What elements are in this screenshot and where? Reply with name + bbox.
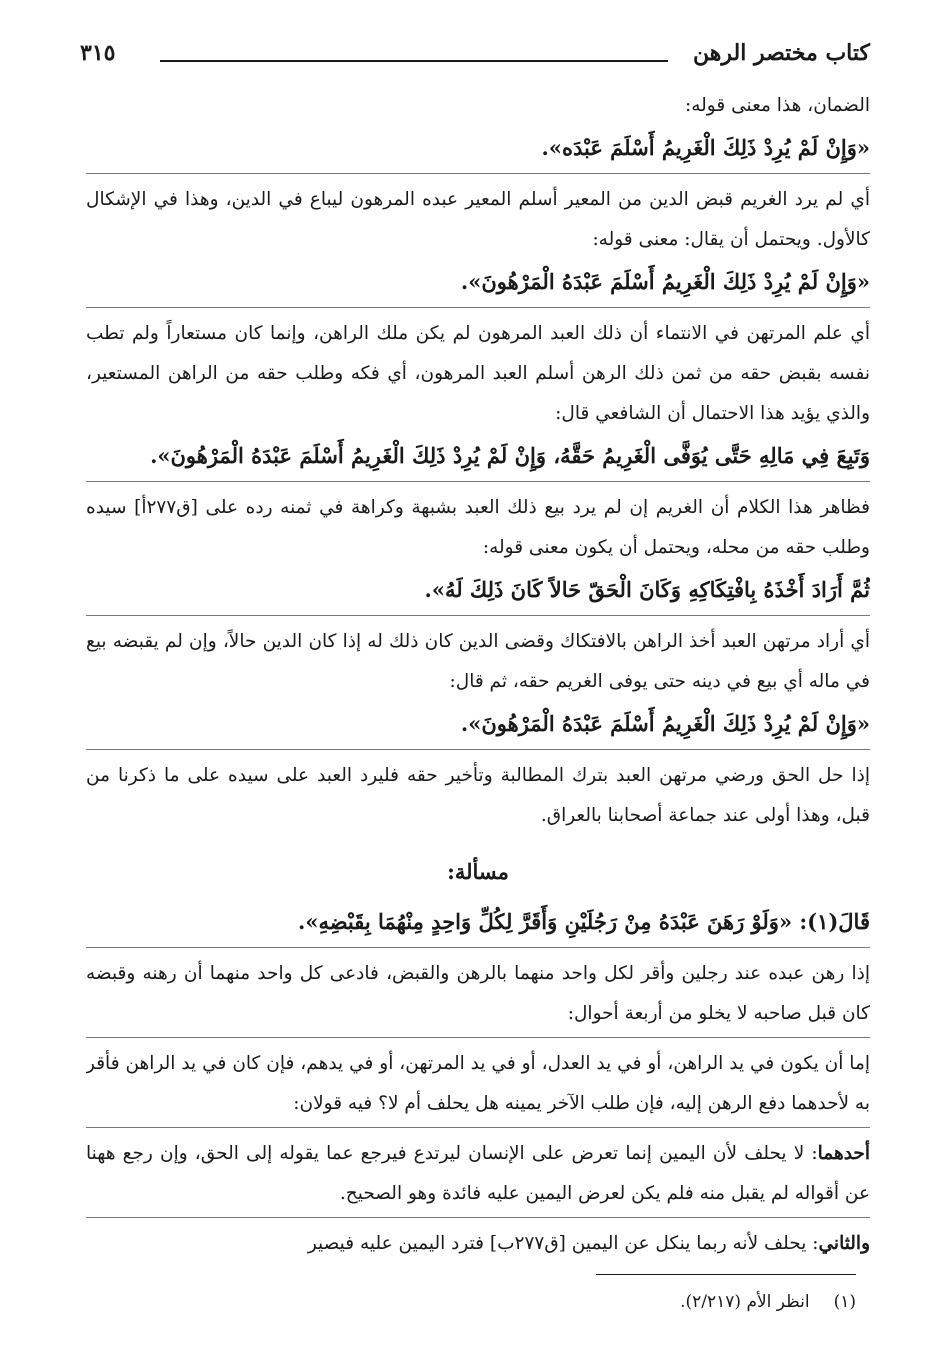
footnote-rule <box>596 1274 856 1275</box>
page-header <box>80 38 870 78</box>
paragraph <box>86 1224 870 1264</box>
quote: ثُمَّ أَرَادَ أَخْذَهُ بِافْتِكَاكِهِ وَكَانَ الْحَقّ حَالاً كَانَ ذَلِكَ لَهُ». <box>424 577 870 602</box>
section-heading: مسألة: <box>447 859 509 884</box>
page-body <box>86 86 870 1265</box>
footnote-number: (١) <box>833 1292 856 1312</box>
separator <box>86 749 870 750</box>
quote: قَالَ(١): «وَلَوْ رَهَنَ عَبْدَهُ مِنْ رَجُلَيْنِ وَأَقَرَّ لِكُلِّ وَاحِدٍ مِنْهُمَا بِقَبْضِهِ». <box>298 909 870 934</box>
separator <box>86 615 870 616</box>
paragraph: إذا حل الحق ورضي مرتهن العبد بترك المطالبة وتأخير حقه فليرد العبد على سيده على ما ذكرنا من قبل، وهذا أولى عند جماعة أصحابنا بالعراق. <box>86 765 870 826</box>
term-first: أحدهما <box>817 1143 870 1164</box>
term-second: والثاني <box>818 1233 870 1254</box>
separator <box>86 307 870 308</box>
term-first-text: : لا يحلف لأن اليمين إنما تعرض على الإنسان ليرتدع فيرجع عما يقوله إلى الحق، وإن رجع ههنا عن أقواله لم يقبل منه فلم يكن لعرض اليمين عليه فائدة وهو الصحيح. <box>86 1143 870 1204</box>
header-rule <box>160 60 668 62</box>
separator <box>86 481 870 482</box>
book-title: كتاب مختصر الرهن <box>693 40 870 66</box>
term-second-text: : يحلف لأنه ربما ينكل عن اليمين [ق٢٧٧ب] فترد اليمين عليه فيصير <box>307 1233 819 1254</box>
quote: «وَإِنْ لَمْ يُرِدْ ذَلِكَ الْغَرِيمُ أَسْلَمَ عَبْدَهُ الْمَرْهُونَ». <box>460 269 870 294</box>
quote: «وَإِنْ لَمْ يُرِدْ ذَلِكَ الْغَرِيمُ أَسْلَمَ عَبْدَه». <box>541 135 870 160</box>
paragraph <box>86 1134 870 1214</box>
quote: «وَإِنْ لَمْ يُرِدْ ذَلِكَ الْغَرِيمُ أَسْلَمَ عَبْدَهُ الْمَرْهُونَ». <box>460 711 870 736</box>
paragraph: الضمان، هذا معنى قوله: <box>685 95 870 116</box>
page-number: ٣١٥ <box>80 40 116 66</box>
footnote <box>96 1288 856 1316</box>
footnote-text: انظر الأم (٢/٢١٧). <box>680 1292 810 1312</box>
separator <box>86 173 870 174</box>
quote: وَتَبِعَ فِي مَالِهِ حَتَّى يُوَفَّى الْغَرِيمُ حَقَّهُ، وَإِنْ لَمْ يُرِدْ ذَلِكَ الْغَرِيمُ أَسْلَمَ عَبْدَهُ الْمَرْهُونَ». <box>150 443 870 468</box>
separator <box>86 1037 870 1038</box>
separator <box>86 1127 870 1128</box>
paragraph: أي علم المرتهن في الانتماء أن ذلك العبد المرهون لم يكن ملك الراهن، وإنما كان مستعاراً ولم تطب نفسه بقبض حقه من ثمن ذلك الرهن أسلم العبد المرهون، أي فكه وطلب حقه من الراهن المستعير، والذي يؤيد هذا الاحتمال أن الشافعي قال: <box>86 323 870 424</box>
paragraph: أي لم يرد الغريم قبض الدين من المعير أسلم المعير عبده المرهون ليباع في الدين، وهذا في الإشكال كالأول. ويحتمل أن يقال: معنى قوله: <box>86 189 870 250</box>
paragraph: فظاهر هذا الكلام أن الغريم إن لم يرد بيع ذلك العبد بشبهة وكراهة في ثمنه رده على [ق٢٧٧أ] سيده وطلب حقه من محله، ويحتمل أن يكون معنى قوله: <box>86 497 870 558</box>
paragraph: إما أن يكون في يد الراهن، أو في يد العدل، أو في يد المرتهن، أو في يدهم، فإن كان في يد الراهن فأقر به لأحدهما دفع الرهن إليه، فإن طلب الآخر يمينه هل يحلف أم لا؟ فيه قولان: <box>86 1053 870 1114</box>
paragraph: إذا رهن عبده عند رجلين وأقر لكل واحد منهما بالرهن والقبض، فادعى كل واحد منهما أن رهنه وقبضه كان قبل صاحبه لا يخلو من أربعة أحوال: <box>86 963 870 1024</box>
paragraph: أي أراد مرتهن العبد أخذ الراهن بالافتكاك وقضى الدين كان ذلك له إذا كان الدين حالاً، وإن لم يقبضه بيع في ماله أي بيع في دينه حتى يوفى الغريم حقه، ثم قال: <box>86 631 870 692</box>
separator <box>86 947 870 948</box>
separator <box>86 1217 870 1218</box>
